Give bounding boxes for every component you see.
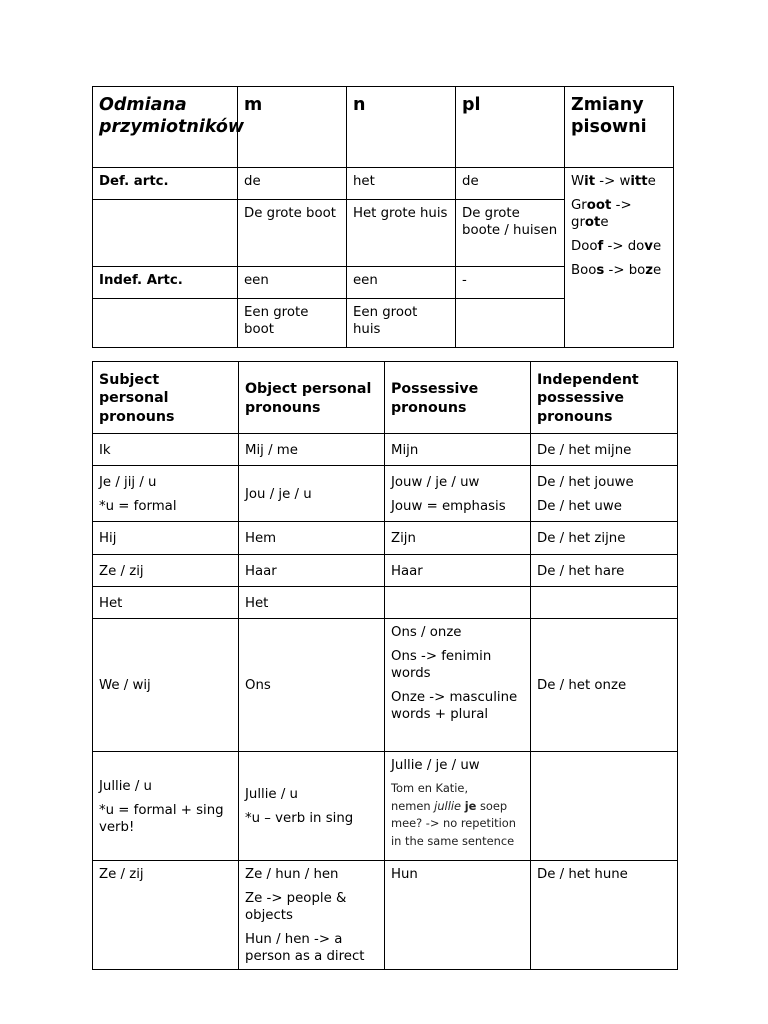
header-plural: pl [456,87,565,168]
cell-line: Jullie / u [99,778,152,794]
pronouns-table [92,361,678,970]
cell-object: Hem [239,522,385,555]
cell-n: een [347,267,456,299]
cell-m: de [238,168,347,200]
cell-n: Een groot huis [347,299,456,348]
table-row [93,555,678,587]
table-row [93,619,678,752]
cell-possessive [385,587,531,619]
cell-independent: De / het hune [531,861,678,970]
header-masculine: m [238,87,347,168]
cell-line: Ons -> fenimin words [391,649,492,681]
cell-possessive: Hun [385,861,531,970]
cell-object: Mij / me [239,434,385,466]
cell-line: Ze / hun / hen [245,867,339,882]
row-label-indefinite-article: Indef. Artc. [93,267,238,299]
cell-object [239,752,385,861]
cell-line: *u – verb in sing [245,811,354,826]
table-row [93,168,674,200]
table-row [93,861,678,970]
example-line: mee? -> no repetition [391,816,516,830]
cell-m: Een grote boot [238,299,347,348]
header-neuter: n [347,87,456,168]
cell-object: Het [239,587,385,619]
cell-m: een [238,267,347,299]
example-line: Tom en Katie, [391,781,469,795]
cell-line: Jullie / je / uw [391,758,480,773]
example-line: in the same sentence [391,833,515,848]
cell-line: Jouw / je / uw [391,474,480,490]
cell-independent [531,752,678,861]
table-row [93,752,678,861]
cell-pl: - [456,267,565,299]
cell-possessive [385,752,531,861]
cell-object: Haar [239,555,385,587]
cell-subject: Ik [93,434,239,466]
cell-independent [531,587,678,619]
cell-line: Je / jij / u [99,474,157,490]
cell-subject: Ze / zij [93,861,239,970]
cell-subject: We / wij [93,619,239,752]
row-label-empty [93,299,238,348]
cell-line: Jouw = emphasis [391,498,506,514]
cell-line: Jullie / u [245,787,298,802]
cell-independent [531,466,678,522]
cell-subject [93,752,239,861]
cell-subject: Het [93,587,239,619]
cell-independent: De / het hare [531,555,678,587]
table2-header-row [93,362,678,434]
cell-subject: Hij [93,522,239,555]
adjective-declension-table [92,86,674,348]
spelling-example: Doof -> dove [571,239,662,254]
header-spelling-changes: Zmiany pisowni [565,87,674,168]
cell-independent: De / het onze [531,619,678,752]
table-row [93,587,678,619]
table-row [93,522,678,555]
cell-m: De grote boot [238,200,347,267]
spelling-changes-cell [565,168,674,348]
cell-possessive [385,466,531,522]
cell-object: Ons [239,619,385,752]
cell-line: De / het jouwe [537,474,634,490]
cell-pl: De grote boote / huisen [456,200,565,267]
cell-line: De / het uwe [537,498,622,514]
example-line: nemen jullie je soep [391,798,508,813]
cell-subject: Ze / zij [93,555,239,587]
spelling-example: Wit -> witte [571,174,656,189]
cell-line: Hun / hen -> a person as a direct [245,932,365,964]
cell-possessive: Haar [385,555,531,587]
cell-pl [456,299,565,348]
cell-line: *u = formal [99,498,177,514]
row-label-empty [93,200,238,267]
spelling-example: Groot -> grote [571,198,632,230]
cell-possessive [385,619,531,752]
cell-object [239,861,385,970]
header-independent-possessive: Independent possessive pronouns [531,362,678,434]
header-possessive-pronouns: Possessive pronouns [385,362,531,434]
row-label-definite-article: Def. artc. [93,168,238,200]
cell-possessive: Zijn [385,522,531,555]
table-row [93,434,678,466]
cell-object: Jou / je / u [239,466,385,522]
example-sentence [391,780,524,850]
spelling-example: Boos -> boze [571,263,662,278]
cell-n: Het grote huis [347,200,456,267]
cell-line: *u = formal + sing verb! [99,802,224,835]
header-adjective-declension: Odmiana przymiotników [93,87,238,168]
cell-subject [93,466,239,522]
cell-n: het [347,168,456,200]
cell-independent: De / het mijne [531,434,678,466]
cell-independent: De / het zijne [531,522,678,555]
cell-line: Ze -> people & objects [245,891,347,923]
table1-header-row [93,87,674,168]
cell-possessive: Mijn [385,434,531,466]
cell-line: Onze -> masculine words + plural [391,690,518,722]
header-object-pronouns: Object personal pronouns [239,362,385,434]
header-subject-pronouns: Subject personal pronouns [93,362,239,434]
cell-pl: de [456,168,565,200]
table-row [93,466,678,522]
cell-line: Ons / onze [391,625,462,640]
